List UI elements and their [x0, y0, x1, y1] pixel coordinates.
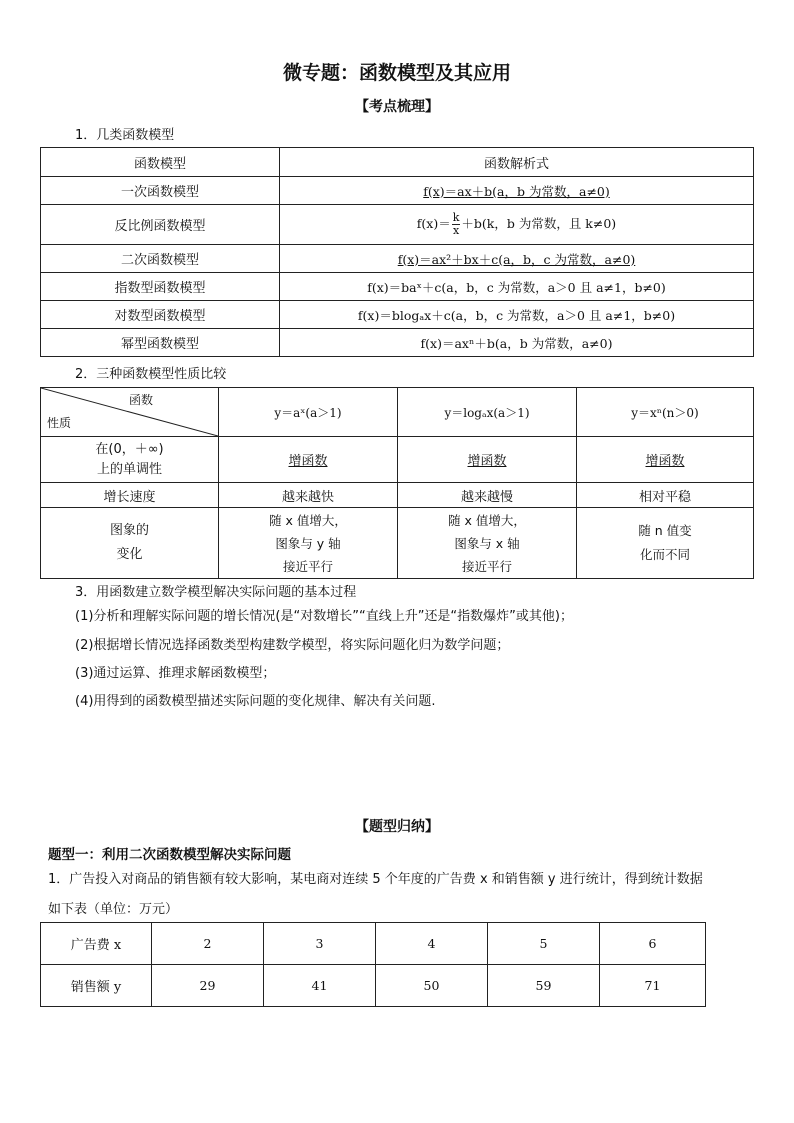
cell-value: 29: [152, 965, 264, 1007]
table-row: [41, 437, 754, 483]
row-label-line: 在(0，＋∞): [95, 441, 164, 457]
row-label-ad-cost: 广告费 x: [41, 923, 152, 965]
cell-value: 6: [600, 923, 706, 965]
model-formula: [280, 205, 754, 245]
row-label-line: 上的单调性: [96, 461, 162, 477]
cell-line: 化而不同: [639, 547, 690, 562]
process-step: (3)通过运算、推理求解函数模型；: [75, 666, 276, 681]
header-formula: 函数解析式: [280, 148, 754, 177]
section-heading-types: 【题型归纳】: [355, 819, 439, 835]
function-models-table: [40, 147, 754, 357]
model-formula: f(x)＝blogₐx＋c(a，b，c 为常数，a＞0 且 a≠1，b≠0): [280, 301, 754, 329]
problem-text-cont: 如下表（单位：万元）: [48, 902, 179, 917]
cell-value: 50: [376, 965, 488, 1007]
table-row: [41, 301, 754, 329]
fraction-denominator: x: [452, 224, 460, 237]
cell-value: 71: [600, 965, 706, 1007]
cell-line: 图象与 y 轴: [275, 535, 341, 551]
row-label-sales: 销售额 y: [41, 965, 152, 1007]
process-step: (1)分析和理解实际问题的增长情况(是“对数增长”“直线上升”还是“指数爆炸”或其他)；: [75, 609, 573, 624]
cell-value: 越来越快: [219, 483, 398, 508]
cell-value: 增函数: [219, 437, 398, 483]
cell-value: 59: [488, 965, 600, 1007]
cell-line: 随 x 值增大，: [448, 512, 526, 528]
cell-value: 3: [264, 923, 376, 965]
cell-value: [219, 508, 398, 579]
table-row: [41, 177, 754, 205]
formula-suffix: ＋b(k，b 为常数，且 k≠0): [461, 216, 617, 231]
question-type-heading: 题型一：利用二次函数模型解决实际问题: [48, 847, 291, 863]
cell-value: 4: [376, 923, 488, 965]
col-header-power: y＝xⁿ(n＞0): [577, 388, 754, 437]
corner-bottom-label: 性质: [47, 416, 72, 430]
col-header-logarithmic: y＝logₐx(a＞1): [398, 388, 577, 437]
model-name: 一次函数模型: [41, 177, 280, 205]
ad-sales-table: [40, 922, 706, 1007]
table-row: [41, 329, 754, 357]
process-step: (2)根据增长情况选择函数类型构建数学模型，将实际问题化归为数学问题；: [75, 638, 510, 653]
corner-cell: [41, 388, 219, 437]
table-row: [41, 508, 754, 579]
table-row: [41, 273, 754, 301]
row-label-line: 图象的: [109, 523, 149, 538]
problem-text: 1．广告投入对商品的销售额有较大影响，某电商对连续 5 个年度的广告费 x 和销售额 y 进行统计，得到统计数据: [48, 872, 703, 887]
cell-value: 越来越慢: [398, 483, 577, 508]
row-label-graph: [41, 508, 219, 579]
model-formula: f(x)＝ax²＋bx＋c(a，b，c 为常数，a≠0): [280, 245, 754, 273]
table-row: [41, 205, 754, 245]
model-name: 指数型函数模型: [41, 273, 280, 301]
part2-heading: 2．三种函数模型性质比较: [75, 367, 227, 382]
model-formula: f(x)＝baˣ＋c(a，b，c 为常数，a＞0 且 a≠1，b≠0): [280, 273, 754, 301]
cell-line: 接近平行: [282, 558, 333, 574]
table-row: [41, 923, 706, 965]
table-row: [41, 965, 706, 1007]
header-model: 函数模型: [41, 148, 280, 177]
row-label-line: 变化: [116, 547, 143, 562]
formula-prefix: f(x)＝: [416, 216, 451, 231]
fraction: [452, 212, 461, 237]
page-title: 微专题：函数模型及其应用: [282, 62, 511, 84]
part3-heading: 3．用函数建立数学模型解决实际问题的基本过程: [75, 585, 357, 600]
table-row: [41, 483, 754, 508]
model-name: 二次函数模型: [41, 245, 280, 273]
cell-value: 增函数: [577, 437, 754, 483]
model-name: 幂型函数模型: [41, 329, 280, 357]
cell-value: 41: [264, 965, 376, 1007]
cell-value: 2: [152, 923, 264, 965]
comparison-table: [40, 387, 754, 579]
cell-value: [398, 508, 577, 579]
cell-line: 随 x 值增大，: [269, 512, 347, 528]
cell-line: 接近平行: [461, 558, 512, 574]
corner-top-label: 函数: [129, 393, 154, 407]
cell-value: 5: [488, 923, 600, 965]
model-name: 反比例函数模型: [41, 205, 280, 245]
row-label-monotonicity: [41, 437, 219, 483]
fraction-numerator: k: [452, 211, 460, 224]
part1-heading: 1．几类函数模型: [75, 128, 175, 143]
cell-line: 随 n 值变: [638, 523, 692, 538]
cell-value: [577, 508, 754, 579]
cell-value: 相对平稳: [577, 483, 754, 508]
row-label-growth: 增长速度: [41, 483, 219, 508]
process-step: (4)用得到的函数模型描述实际问题的变化规律、解决有关问题.: [75, 694, 436, 709]
cell-value: 增函数: [398, 437, 577, 483]
section-heading-review: 【考点梳理】: [355, 99, 439, 115]
col-header-exponential: y＝aˣ(a＞1): [219, 388, 398, 437]
model-name: 对数型函数模型: [41, 301, 280, 329]
table-row: [41, 245, 754, 273]
cell-line: 图象与 x 轴: [454, 535, 520, 551]
model-formula: f(x)＝ax＋b(a，b 为常数，a≠0): [280, 177, 754, 205]
model-formula: f(x)＝axⁿ＋b(a，b 为常数，a≠0): [280, 329, 754, 357]
